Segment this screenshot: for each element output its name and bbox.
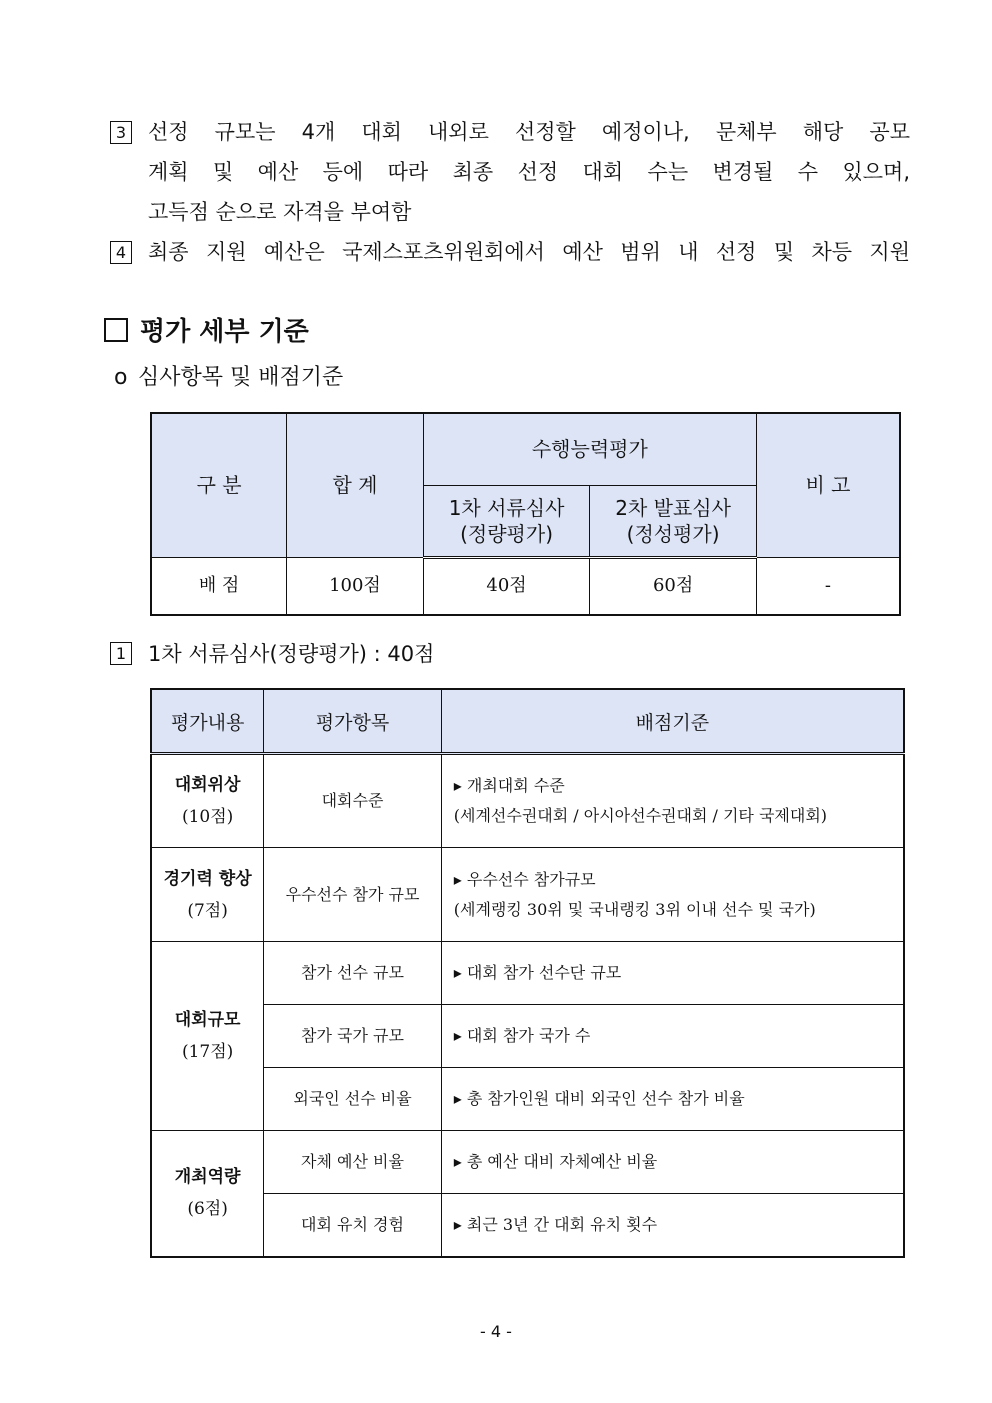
checkbox-square-icon: [104, 318, 128, 342]
criteria-cell: [441, 942, 904, 1005]
category-points: (7점): [187, 900, 228, 921]
section-title-text: 평가 세부 기준: [140, 317, 309, 347]
category-name: 대회규모: [174, 1010, 241, 1030]
header-second-review: [590, 485, 757, 557]
category-points: (17점): [181, 1042, 234, 1062]
section-title: [104, 312, 309, 352]
header-first-review-line: (정량평가): [460, 521, 553, 546]
item-number: 3: [110, 121, 132, 144]
item-4: [110, 232, 910, 272]
criteria-line: ▸ 최근 3년 간 대회 유치 횟수: [453, 1214, 658, 1234]
table-row: [151, 1068, 904, 1131]
sub-title-text: 심사항목 및 배점기준: [138, 365, 344, 390]
table-row: [151, 1005, 904, 1068]
criteria-line: (세계랭킹 30위 및 국내랭킹 3위 이내 선수 및 국가): [453, 899, 816, 919]
row-note: -: [756, 557, 900, 615]
row-total: 100점: [287, 557, 424, 615]
header-first-review: [423, 485, 590, 557]
table-row: [151, 848, 904, 942]
criteria-cell: [441, 754, 904, 848]
category-name: 경기력 향상: [163, 868, 252, 889]
table2-heading: [110, 636, 434, 672]
item-cell: 참가 선수 규모: [264, 942, 442, 1005]
header-total: 합 계: [287, 413, 424, 557]
category-points: (6점): [187, 1199, 228, 1220]
heading-number: 1: [110, 642, 132, 665]
page-number: - 4 -: [480, 1322, 512, 1341]
item-3: [110, 112, 910, 232]
table-row: [151, 942, 904, 1005]
criteria-line: ▸ 개최대회 수준: [453, 776, 565, 795]
table-row: [151, 1131, 904, 1194]
item-line: 최종 지원 예산은 국제스포츠위원회에서 예산 범위 내 선정 및 차등 지원: [148, 240, 910, 264]
category-cell: [151, 848, 264, 942]
category-name: 대회위상: [174, 775, 241, 795]
header-content: 평가내용: [151, 689, 264, 754]
row-first: 40점: [423, 557, 590, 615]
header-second-review-line: (정성평가): [626, 521, 720, 546]
header-criteria: 배점기준: [441, 689, 904, 754]
table-row: [151, 1194, 904, 1257]
criteria-cell: [441, 1068, 904, 1131]
row-second: 60점: [590, 557, 757, 615]
category-name: 개최역량: [174, 1167, 241, 1188]
sub-title: [114, 360, 343, 396]
item-cell: 대회수준: [264, 754, 442, 848]
criteria-line: ▸ 대회 참가 선수단 규모: [453, 963, 622, 982]
item-cell: 참가 국가 규모: [264, 1005, 442, 1068]
category-points: (10점): [181, 807, 234, 827]
category-cell: [151, 754, 264, 848]
item-cell: 대회 유치 경험: [264, 1194, 442, 1257]
document-review-table: [150, 688, 905, 1258]
criteria-cell: [441, 848, 904, 942]
item-number: 4: [110, 241, 132, 264]
criteria-cell: [441, 1131, 904, 1194]
criteria-line: ▸ 총 참가인원 대비 외국인 선수 참가 비율: [453, 1089, 745, 1108]
item-line: 선정 규모는 4개 대회 내외로 선정할 예정이나, 문체부 해당 공모: [148, 120, 910, 144]
item-cell: 외국인 선수 비율: [264, 1068, 442, 1131]
header-division: 구 분: [151, 413, 287, 557]
score-summary-table: [150, 412, 901, 616]
header-item: 평가항목: [264, 689, 442, 754]
table-row: [151, 754, 904, 848]
item-line: 고득점 순으로 자격을 부여함: [148, 200, 412, 224]
header-first-review-line: 1차 서류심사: [448, 495, 565, 520]
category-cell: [151, 942, 264, 1131]
category-cell: [151, 1131, 264, 1257]
criteria-cell: [441, 1005, 904, 1068]
criteria-line: ▸ 우수선수 참가규모: [453, 869, 596, 889]
header-second-review-line: 2차 발표심사: [615, 495, 731, 520]
item-cell: 자체 예산 비율: [264, 1131, 442, 1194]
criteria-line: ▸ 대회 참가 국가 수: [453, 1026, 591, 1045]
header-performance: 수행능력평가: [423, 413, 756, 485]
row-label: 배 점: [151, 557, 287, 615]
criteria-line: ▸ 총 예산 대비 자체예산 비율: [453, 1152, 658, 1171]
item-line: 계획 및 예산 등에 따라 최종 선정 대회 수는 변경될 수 있으며,: [148, 160, 910, 184]
bullet-o: o: [114, 365, 128, 390]
item-cell: 우수선수 참가 규모: [264, 848, 442, 942]
criteria-line: (세계선수권대회 / 아시아선수권대회 / 기타 국제대회): [453, 806, 828, 825]
criteria-cell: [441, 1194, 904, 1257]
header-note: 비 고: [756, 413, 900, 557]
heading-text: 1차 서류심사(정량평가) : 40점: [148, 642, 435, 666]
